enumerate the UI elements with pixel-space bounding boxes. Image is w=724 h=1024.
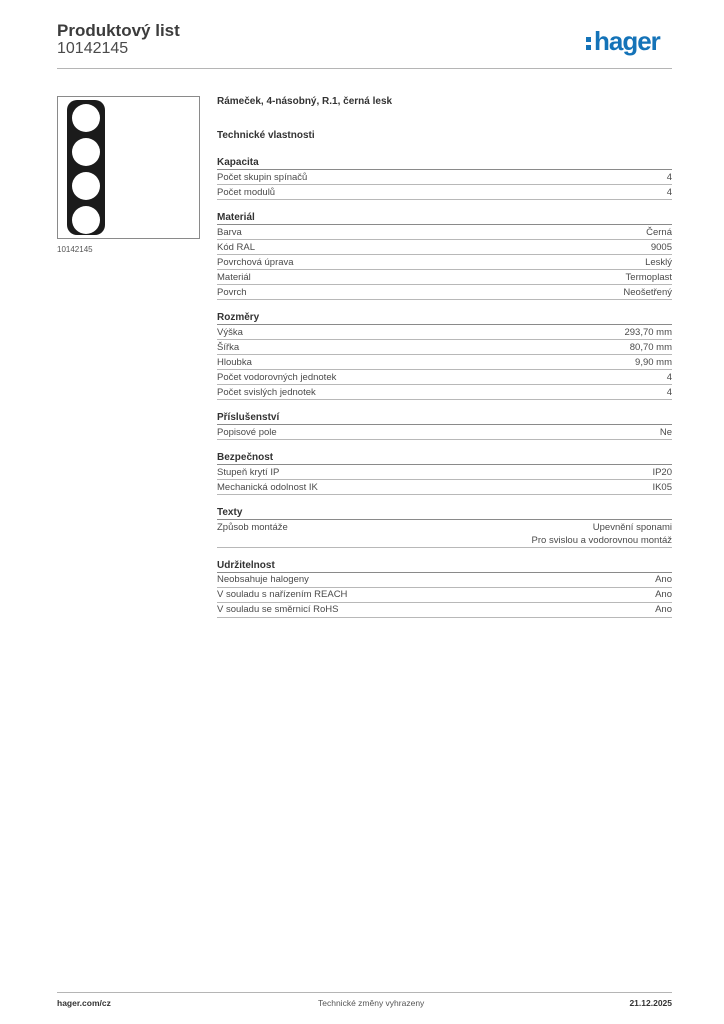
spec-section [217,153,672,200]
frame-icon [67,100,105,235]
spec-label: Stupeň krytí IP [217,466,280,478]
footer-website[interactable]: hager.com/cz [57,998,111,1008]
spec-value-line: Pro svislou a vodorovnou montáž [531,534,672,546]
spec-value-line: IK05 [652,481,672,493]
product-name: Rámeček, 4-násobný, R.1, černá lesk [217,96,393,107]
section-title: Rozměry [217,308,672,325]
spec-value-line: Termoplast [625,271,672,283]
spec-label: Kód RAL [217,241,256,253]
spec-value-line: 4 [666,371,672,383]
spec-section [217,448,672,495]
spec-value [646,226,672,240]
spec-value [655,588,672,602]
spec-row [217,240,672,255]
section-title: Kapacita [217,153,672,170]
spec-row [217,170,672,185]
spec-row [217,480,672,495]
spec-value-line: 4 [666,386,672,398]
spec-value [635,356,672,370]
spec-value [667,171,672,185]
spec-label: Šířka [217,341,240,353]
spec-row [217,325,672,340]
spec-content [217,96,672,618]
spec-value [532,521,672,547]
spec-value-line: 9005 [650,241,672,253]
spec-value [626,271,672,285]
spec-row [217,385,672,400]
spec-label: Počet skupin spínačů [217,171,308,183]
spec-value-line: 9,90 mm [635,356,672,368]
page-title: Produktový list [57,21,180,40]
section-title: Texty [217,503,672,520]
spec-row [217,573,672,588]
spec-label: Výška [217,326,243,338]
spec-value [660,426,672,440]
header-divider [57,68,672,69]
spec-value [623,286,672,300]
spec-row [217,355,672,370]
spec-value [651,241,672,255]
spec-section [217,308,672,400]
spec-value [652,466,672,480]
spec-section [217,208,672,300]
spec-value-line: Ano [655,574,672,585]
spec-value-line: Lesklý [645,256,672,268]
spec-value-line: Ano [655,604,672,615]
spec-label: Povrchová úprava [217,256,294,268]
spec-value-line: 80,70 mm [629,341,672,353]
spec-label: Počet svislých jednotek [217,386,316,398]
spec-value-line: Ano [655,589,672,600]
spec-row [217,588,672,603]
spec-label: Povrch [217,286,247,298]
spec-row [217,270,672,285]
spec-row [217,340,672,355]
footer-disclaimer: Technické změny vyhrazeny [318,998,425,1008]
spec-row [217,370,672,385]
hager-logo [586,26,660,57]
product-number: 10142145 [57,40,129,57]
spec-value [667,386,672,400]
spec-label: Počet modulů [217,186,276,198]
spec-row [217,603,672,618]
spec-value-line: Neošetřený [623,286,672,298]
spec-value [667,186,672,200]
spec-row [217,520,672,548]
image-caption: 10142145 [57,245,93,254]
spec-value-line: IP20 [652,466,672,478]
section-title: Udržitelnost [217,556,672,573]
spec-value [630,341,672,355]
spec-label: Materiál [217,271,251,283]
spec-value-line: Upevnění sponami [592,521,672,533]
section-title: Bezpečnost [217,448,672,465]
spec-label: V souladu s nařízením REACH [217,589,348,600]
spec-label: Popisové pole [217,426,277,438]
spec-section [217,503,672,548]
footer-date: 21.12.2025 [629,998,672,1008]
footer-divider [57,992,672,993]
spec-label: Způsob montáže [217,521,288,533]
spec-value-line: 293,70 mm [624,326,672,338]
spec-section [217,556,672,618]
spec-label: Počet vodorovných jednotek [217,371,337,383]
spec-value [645,256,672,270]
spec-value [667,371,672,385]
spec-value [655,573,672,587]
spec-section [217,408,672,440]
spec-label: Mechanická odolnost IK [217,481,318,493]
spec-row [217,225,672,240]
spec-label: V souladu se směrnicí RoHS [217,604,339,615]
spec-value [655,603,672,617]
spec-row [217,425,672,440]
spec-row [217,465,672,480]
properties-heading: Technické vlastnosti [217,130,315,141]
spec-value-line: 4 [666,171,672,183]
spec-row [217,255,672,270]
section-title: Materiál [217,208,672,225]
spec-value-line: Ne [659,426,672,438]
spec-value-line: Černá [646,226,672,238]
logo-text: hager [594,26,660,56]
spec-label: Barva [217,226,242,238]
spec-value [624,326,672,340]
logo-dots-icon [586,33,592,51]
spec-sections [217,153,672,618]
spec-value-line: 4 [666,186,672,198]
spec-value [652,481,672,495]
spec-label: Neobsahuje halogeny [217,574,309,585]
product-image [57,96,200,239]
spec-label: Hloubka [217,356,252,368]
spec-row [217,285,672,300]
section-title: Příslušenství [217,408,672,425]
spec-row [217,185,672,200]
